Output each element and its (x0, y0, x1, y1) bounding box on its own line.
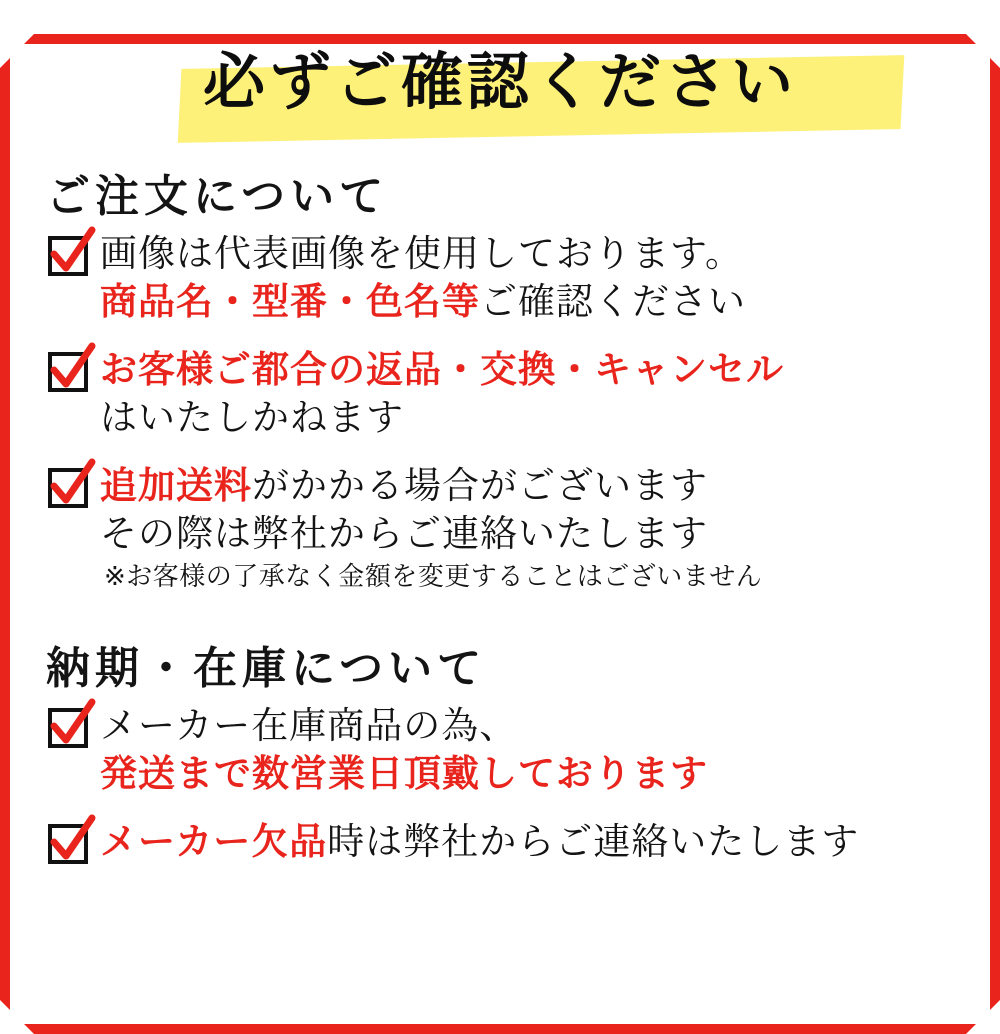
list-item-text (100, 462, 960, 596)
list-item-text (100, 230, 960, 326)
list-item-line: メーカー在庫商品の為、 (100, 704, 518, 747)
text-segment: ご確認ください (480, 280, 746, 323)
frame-border-right (990, 34, 1000, 1034)
list-item-line (100, 230, 960, 278)
text-segment: 画像は代表画像を使用しております。 (100, 232, 744, 275)
frame-border-left (0, 34, 10, 1034)
checkbox-icon (48, 824, 88, 864)
checkbox-icon (48, 236, 88, 276)
list-item (46, 230, 960, 326)
list-item (46, 702, 960, 798)
list-item-line (100, 278, 960, 326)
list-item-line (100, 818, 960, 866)
page-title-text: 必ずご確認ください (202, 45, 797, 118)
list-item (46, 818, 960, 866)
corner-cut-bottom-left (0, 1000, 34, 1034)
text-segment-emphasis: 追加送料 (100, 464, 252, 507)
notice-page (0, 34, 1000, 1034)
list-item-text (100, 818, 960, 866)
list-item-line: 発送まで数営業日頂戴しております (100, 752, 708, 795)
section-heading-orders: ご注文について (46, 171, 389, 222)
list-item-line: その際は弊社からご連絡いたします (100, 512, 708, 555)
list-item-text (100, 346, 960, 442)
text-segment-emphasis: メーカー欠品 (100, 820, 328, 863)
corner-cut-top-right (966, 34, 1000, 68)
checkbox-icon (48, 708, 88, 748)
text-segment: がかかる場合がございます (252, 464, 708, 507)
corner-cut-top-left (0, 34, 34, 68)
frame-border-bottom (0, 1024, 1000, 1034)
text-segment-emphasis: 商品名・型番・色名等 (100, 280, 480, 323)
checkbox-icon (48, 352, 88, 392)
list-item-note: ※お客様の了承なく金額を変更することはございません (104, 562, 763, 592)
list-item (46, 462, 960, 596)
checkbox-icon (48, 468, 88, 508)
page-title (40, 34, 960, 130)
corner-cut-bottom-right (966, 1000, 1000, 1034)
list-item-line (100, 462, 960, 510)
list-item (46, 346, 960, 442)
text-segment: 時は弊社からご連絡いたします (327, 820, 860, 863)
section-heading-delivery: 納期・在庫について (46, 643, 487, 694)
list-item-text (100, 702, 960, 798)
list-item-line: はいたしかねます (100, 396, 404, 439)
list-item-line: お客様ご都合の返品・交換・キャンセル (100, 348, 784, 391)
